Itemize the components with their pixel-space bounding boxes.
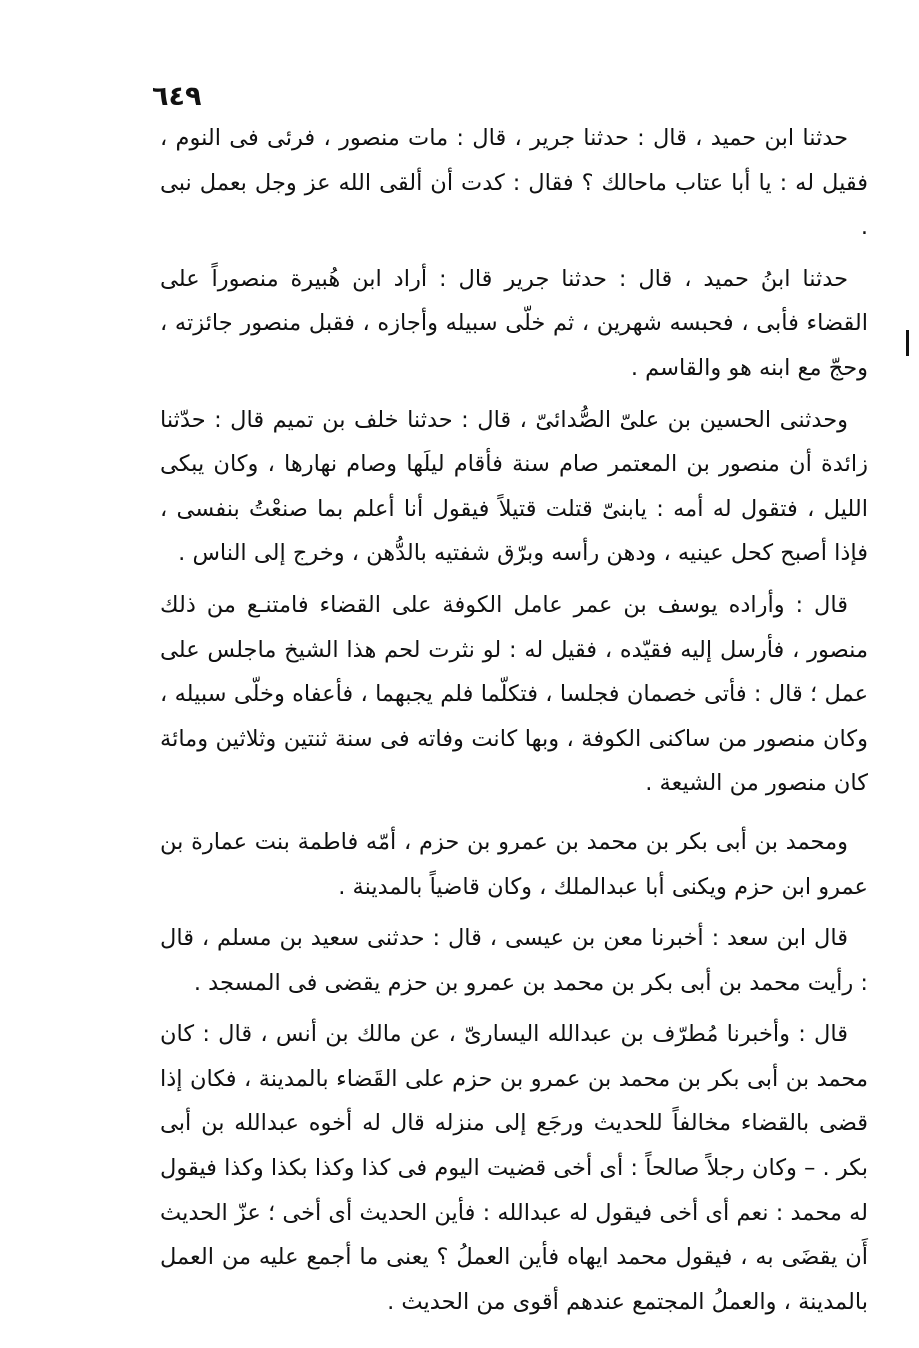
page-body [160, 116, 868, 1331]
paragraph-2: حدثنا ابنُ حميد ، قال : حدثنا جرير قال : أراد ابن هُبيرة منصوراً على القضاء فأبى ، فحبسه شهرين ، ثم خلّى سبيله وأجازه ، فقبل منصور جائزته ، وحجّ مع ابنه هو والقاسم . [160, 265, 868, 381]
paragraph-1: حدثنا ابن حميد ، قال : حدثنا جرير ، قال : مات منصور ، فرئى فى النوم ، فقيل له : يا أبا عتاب ماحالك ؟ فقال : كدت أن ألقى الله عز وجل بعمل نبى . [160, 125, 868, 241]
paragraph-7: قال : وأخبرنا مُطرّف بن عبدالله اليسارىّ ، عن مالك بن أنس ، قال : كان محمد بن أبى بكر بن محمد بن عمرو بن حزم على القَضاء بالمدينة ، فكان إذا قضى بالقضاء مخالفاً للحديث ورجَع إلى منزله قال له أخوه عبدالله بن أبى بكر . – وكان رجلاً صالحاً : أى أخى قضيت اليوم فى كذا وكذا بكذا وكذا فيقول له محمد : نعم أى أخى فيقول له عبدالله : فأين الحديث أى أخى ؛ عزّ الحديث أَن يقضَى به ، فيقول محمد ايهاه فأين العملُ ؟ يعنى ما أجمع عليه من العمل بالمدينة ، والعملُ المجتمع عندهم أقوى من الحديث . [160, 1021, 868, 1315]
paragraph-3: وحدثنى الحسين بن علىّ الصُّدائىّ ، قال : حدثنا خلف بن تميم قال : حدّثنا زائدة أن منصور بن المعتمر صام سنة فأقام ليلَها وصام نهارها ، وكان يبكى الليل ، فتقول له أمه : يابنىّ قتلت قتيلاً فيقول أنا أعلم بما صنعْتُ بنفسى ، فإذا أصبح كحل عينيه ، ودهن رأسه وبرّق شفتيه بالدُّهن ، وخرج إلى الناس . [160, 406, 868, 567]
page-number: ٦٤٩ [152, 81, 202, 112]
margin-mark [906, 330, 909, 356]
paragraph-4: قال : وأراده يوسف بن عمر عامل الكوفة على القضاء فامتنـع من ذلك منصور ، فأرسل إليه فقيّده ، فقيل له : لو نثرت لحم هذا الشيخ ماجلس على عمل ؛ قال : فأتى خصمان فجلسا ، فتكلّما فلم يجبهما ، فأعفاه وخلّى سبيله ، وكان منصور من ساكنى الكوفة ، وبها كانت وفاته فى سنة ثنتين وثلاثين ومائة كان منصور من الشيعة . [160, 591, 868, 797]
paragraph-6: قال ابن سعد : أخبرنا معن بن عيسى ، قال : حدثنى سعيد بن مسلم ، قال : رأيت محمد بن أبى بكر بن محمد بن عمرو بن حزم يقضى فى المسجد . [160, 925, 868, 996]
paragraph-5: ومحمد بن أبى بكر بن محمد بن عمرو بن حزم ، أمّه فاطمة بنت عمارة بن عمرو ابن حزم ويكنى أبا عبدالملك ، وكان قاضياً بالمدينة . [160, 828, 868, 900]
